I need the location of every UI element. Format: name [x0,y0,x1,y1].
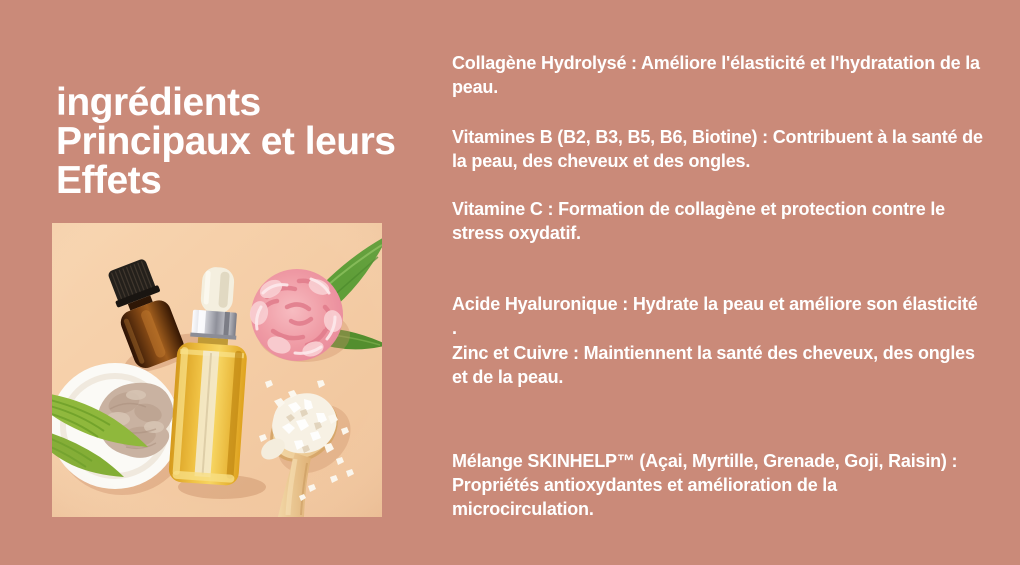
ingredients-photo [52,223,382,517]
paragraph-zinc-cuivre: Zinc et Cuivre : Maintiennent la santé des cheveux, des ongles et de la peau. [452,343,975,387]
page-title: ingrédients Principaux et leurs Effets [56,81,396,203]
paragraph-collagene: Collagène Hydrolysé : Améliore l'élasticité et l'hydratation de la peau. [452,53,980,97]
paragraph-vitamine-c: Vitamine C : Formation de collagène et protection contre le stress oxydatif. [452,199,945,243]
paragraph-melange-skinhelp: Mélange SKINHELP™ (Açai, Myrtille, Grenade, Goji, Raisin) : Propriétés antioxydantes et amélioration de la microcirculation. [452,451,958,519]
paragraph-acide-hyaluronique: Acide Hyaluronique : Hydrate la peau et améliore son élasticité . [452,294,978,338]
cosmetics-flatlay [52,223,382,517]
ingredients-text-column [452,51,1012,521]
paragraph-vitamines-b: Vitamines B (B2, B3, B5, B6, Biotine) : Contribuent à la santé de la peau, des cheveux et des ongles. [452,127,983,171]
